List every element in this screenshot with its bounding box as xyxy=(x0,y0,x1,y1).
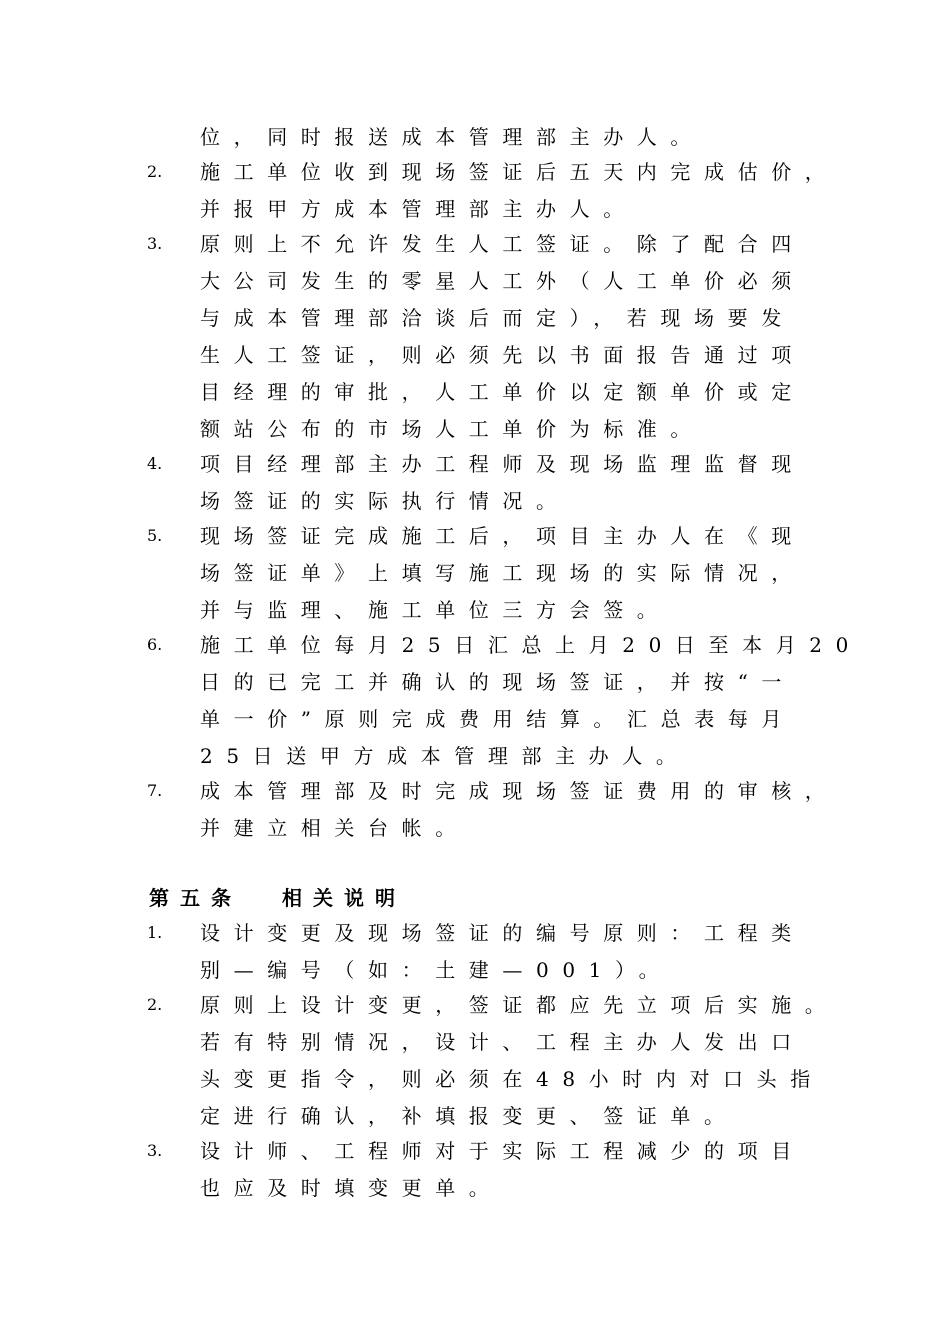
paragraph-line: 若有特别情况，设计、工程主办人发出口 xyxy=(200,1030,805,1054)
paragraph-line: 设计师、工程师对于实际工程减少的项目 xyxy=(200,1139,805,1163)
item-number: 3. xyxy=(147,234,163,253)
item-number: 2. xyxy=(147,162,163,181)
section-title: 相关说明 xyxy=(282,886,406,910)
item-number: 6. xyxy=(147,635,163,654)
paragraph-line: 目经理的审批，人工单价以定额单价或定 xyxy=(200,380,805,404)
paragraph-line: 大公司发生的零星人工外（人工单价必须 xyxy=(200,269,805,293)
item-number: 5. xyxy=(147,526,163,545)
paragraph-line: 原则上设计变更，签证都应先立项后实施。 xyxy=(200,993,839,1017)
paragraph-line: 原则上不允许发生人工签证。除了配合四 xyxy=(200,232,805,256)
item-number: 7. xyxy=(147,781,163,800)
section-heading xyxy=(149,884,406,912)
paragraph-line: 头变更指令，则必须在48小时内对口头指 xyxy=(200,1067,824,1091)
paragraph-line: 成本管理部及时完成现场签证费用的审核， xyxy=(200,779,839,803)
paragraph-line: 现场签证完成施工后，项目主办人在《现 xyxy=(200,524,805,548)
paragraph-line: 定进行确认，补填报变更、签证单。 xyxy=(200,1104,738,1128)
item-number: 4. xyxy=(147,454,163,473)
paragraph-line: 与成本管理部洽谈后而定），若现场要发 xyxy=(200,306,795,330)
paragraph-line: 位，同时报送成本管理部主办人。 xyxy=(200,125,704,149)
paragraph-line: 并与监理、施工单位三方会签。 xyxy=(200,598,671,622)
paragraph-line: 施工单位每月25日汇总上月20日至本月20 xyxy=(200,633,862,657)
paragraph-line: 设计变更及现场签证的编号原则：工程类 xyxy=(200,921,805,945)
paragraph-line: 25日送甲方成本管理部主办人。 xyxy=(200,744,690,768)
paragraph-line: 施工单位收到现场签证后五天内完成估价， xyxy=(200,160,839,184)
item-number: 3. xyxy=(147,1141,163,1160)
paragraph-line: 并建立相关台帐。 xyxy=(200,816,469,840)
paragraph-line: 也应及时填变更单。 xyxy=(200,1176,503,1200)
item-number: 2. xyxy=(147,995,163,1014)
paragraph-line: 别—编号（如：土建—001）。 xyxy=(200,958,673,982)
paragraph-line: 生人工签证，则必须先以书面报告通过项 xyxy=(200,343,805,367)
paragraph-line: 单一价”原则完成费用结算。汇总表每月 xyxy=(200,707,796,731)
section-label: 第五条 xyxy=(149,886,242,910)
paragraph-line: 额站公布的市场人工单价为标准。 xyxy=(200,417,704,441)
item-number: 1. xyxy=(147,923,163,942)
paragraph-line: 并报甲方成本管理部主办人。 xyxy=(200,197,637,221)
paragraph-line: 日的已完工并确认的现场签证，并按“一 xyxy=(200,670,796,694)
paragraph-line: 场签证单》上填写施工现场的实际情况， xyxy=(200,561,805,585)
paragraph-line: 场签证的实际执行情况。 xyxy=(200,489,570,513)
paragraph-line: 项目经理部主办工程师及现场监理监督现 xyxy=(200,452,805,476)
